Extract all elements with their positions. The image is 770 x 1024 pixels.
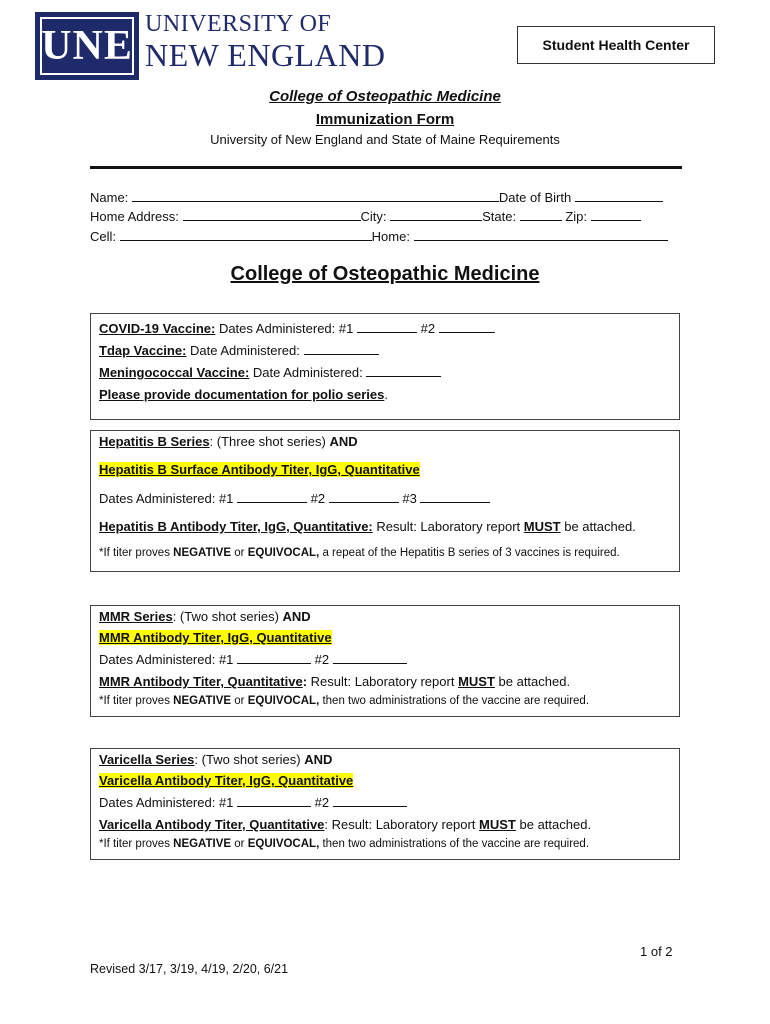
home-phone-field[interactable]	[414, 228, 668, 241]
mmr-result-label: MMR Antibody Titer, Quantitative	[99, 674, 303, 689]
city-label: City:	[360, 209, 387, 224]
hepatitis-b-box	[90, 430, 680, 572]
name-label: Name:	[90, 190, 129, 205]
hepb-or: or	[231, 547, 248, 559]
varicella-and: AND	[304, 752, 333, 767]
polio-note: Please provide documentation for polio series	[99, 387, 385, 402]
varicella-series-label: Varicella Series	[99, 752, 195, 767]
cell-field[interactable]	[120, 228, 372, 241]
mmr-negative: NEGATIVE	[173, 695, 232, 707]
hepb-dates-label: Dates Administered: #1	[99, 491, 234, 506]
varicella-dates-label: Dates Administered: #1	[99, 795, 234, 810]
hepb-attached: be attached.	[560, 519, 636, 534]
home-label: Home:	[371, 229, 410, 244]
tdap-label: Tdap Vaccine:	[99, 343, 187, 358]
address-label: Home Address:	[90, 209, 179, 224]
meningococcal-date-label: Date Administered:	[249, 365, 363, 380]
tdap-date-field[interactable]	[304, 343, 379, 355]
varicella-titer-row	[99, 773, 353, 788]
covid-dose2-label: #2	[420, 321, 436, 336]
covid-row	[99, 321, 495, 336]
mmr-dose2-label: #2	[314, 652, 330, 667]
address-row	[90, 208, 641, 224]
state-field[interactable]	[520, 208, 562, 221]
phone-row	[90, 228, 668, 244]
cell-label: Cell:	[90, 229, 117, 244]
zip-label: Zip:	[565, 209, 588, 224]
mmr-dates-row	[99, 652, 407, 667]
mmr-note-start: *If titer proves	[99, 695, 174, 707]
mmr-result-row	[99, 674, 570, 689]
university-wordmark	[145, 12, 385, 71]
tdap-row	[99, 343, 379, 358]
varicella-note-row	[99, 838, 589, 850]
hepb-and: AND	[329, 434, 358, 449]
vaccines-box	[90, 313, 680, 420]
hepb-series-label: Hepatitis B Series	[99, 434, 210, 449]
varicella-result-text: : Result: Laboratory report	[324, 817, 480, 832]
hepb-dates-row	[99, 491, 490, 506]
mmr-series-row	[99, 609, 311, 624]
dob-field[interactable]	[575, 189, 663, 202]
varicella-equivocal: EQUIVOCAL,	[247, 838, 320, 850]
mmr-titer-row	[99, 630, 332, 645]
address-field[interactable]	[183, 208, 361, 221]
varicella-series-desc: : (Two shot series)	[194, 752, 305, 767]
varicella-dates-row	[99, 795, 407, 810]
varicella-result-row	[99, 817, 591, 832]
covid-label: COVID-19 Vaccine:	[99, 321, 216, 336]
hepb-dose2-label: #2	[310, 491, 326, 506]
mmr-note-row	[99, 695, 589, 707]
hepb-result-text: Result: Laboratory report	[372, 519, 524, 534]
covid-dose2-field[interactable]	[439, 321, 495, 333]
varicella-note-start: *If titer proves	[99, 838, 174, 850]
mmr-dose1-field[interactable]	[237, 652, 311, 664]
varicella-note-end: then two administrations of the vaccine are required.	[319, 838, 590, 850]
hepb-dose3-label: #3	[402, 491, 417, 506]
varicella-dose1-field[interactable]	[237, 795, 311, 807]
mmr-result-text: Result: Laboratory report	[307, 674, 459, 689]
mmr-series-label: MMR Series	[99, 609, 173, 624]
hepb-series-desc: : (Three shot series)	[209, 434, 330, 449]
hepb-series-row	[99, 434, 358, 449]
wordmark-line1: UNIVERSITY OF	[145, 11, 332, 37]
state-label: State:	[482, 209, 517, 224]
mmr-dates-label: Dates Administered: #1	[99, 652, 234, 667]
dob-label: Date of Birth	[498, 190, 572, 205]
mmr-result-colon: :	[302, 674, 308, 689]
name-dob-row	[90, 189, 663, 205]
student-health-center-box: Student Health Center	[517, 26, 715, 64]
varicella-negative: NEGATIVE	[173, 838, 232, 850]
hepb-note-row	[99, 547, 620, 559]
mmr-series-desc: : (Two shot series)	[172, 609, 283, 624]
hepb-dose3-field[interactable]	[420, 491, 490, 503]
zip-field[interactable]	[591, 208, 641, 221]
requirements-subtitle: University of New England and State of Maine Requirements	[210, 132, 560, 147]
mmr-titer-label: MMR Antibody Titer, IgG, Quantitative	[99, 630, 332, 645]
mmr-and: AND	[282, 609, 311, 624]
mmr-attached: be attached.	[494, 674, 571, 689]
varicella-attached: be attached.	[515, 817, 592, 832]
varicella-dose2-field[interactable]	[333, 795, 407, 807]
hepb-dose2-field[interactable]	[329, 491, 399, 503]
hepb-note-end: a repeat of the Hepatitis B series of 3 vaccines is required.	[319, 547, 620, 559]
hepb-equivocal: EQUIVOCAL,	[247, 547, 320, 559]
mmr-equivocal: EQUIVOCAL,	[247, 695, 320, 707]
revision-note: Revised 3/17, 3/19, 4/19, 2/20, 6/21	[90, 962, 289, 976]
varicella-titer-label: Varicella Antibody Titer, IgG, Quantitative	[99, 773, 354, 788]
mmr-dose2-field[interactable]	[333, 652, 407, 664]
covid-dates-label: Dates Administered: #1	[215, 321, 354, 336]
section-title: College of Osteopathic Medicine	[230, 263, 540, 285]
polio-row	[99, 387, 388, 402]
wordmark-line2: NEW ENGLAND	[145, 37, 386, 73]
varicella-result-label: Varicella Antibody Titer, Quantitative	[99, 817, 325, 832]
mmr-must: MUST	[458, 674, 495, 689]
polio-period: .	[384, 387, 388, 402]
hepb-titer-row	[99, 462, 420, 477]
varicella-or: or	[231, 838, 248, 850]
hepb-result-row	[99, 519, 636, 534]
name-field[interactable]	[132, 189, 499, 202]
mmr-box	[90, 605, 680, 717]
hepb-negative: NEGATIVE	[173, 547, 232, 559]
covid-dose1-field[interactable]	[357, 321, 417, 333]
hepb-result-label: Hepatitis B Antibody Titer, IgG, Quantitative:	[99, 519, 373, 534]
hepb-must: MUST	[523, 519, 561, 534]
header-divider	[90, 166, 682, 169]
varicella-must: MUST	[479, 817, 516, 832]
varicella-series-row	[99, 752, 332, 767]
city-field[interactable]	[390, 208, 482, 221]
form-college-title: College of Osteopathic Medicine	[269, 88, 501, 105]
varicella-box	[90, 748, 680, 860]
logo-mark-text: UNE	[40, 17, 134, 75]
tdap-date-label: Date Administered:	[186, 343, 300, 358]
hepb-dose1-field[interactable]	[237, 491, 307, 503]
hepb-note-start: *If titer proves	[99, 547, 174, 559]
meningococcal-date-field[interactable]	[366, 365, 441, 377]
hepb-titer-label: Hepatitis B Surface Antibody Titer, IgG, Quantitative	[99, 462, 420, 477]
une-logo-mark	[35, 12, 139, 80]
mmr-or: or	[231, 695, 248, 707]
page-number: 1 of 2	[640, 944, 673, 959]
meningococcal-label: Meningococcal Vaccine:	[99, 365, 250, 380]
mmr-note-end: then two administrations of the vaccine are required.	[319, 695, 590, 707]
varicella-dose2-label: #2	[314, 795, 330, 810]
form-title: Immunization Form	[315, 111, 455, 128]
meningococcal-row	[99, 365, 441, 380]
